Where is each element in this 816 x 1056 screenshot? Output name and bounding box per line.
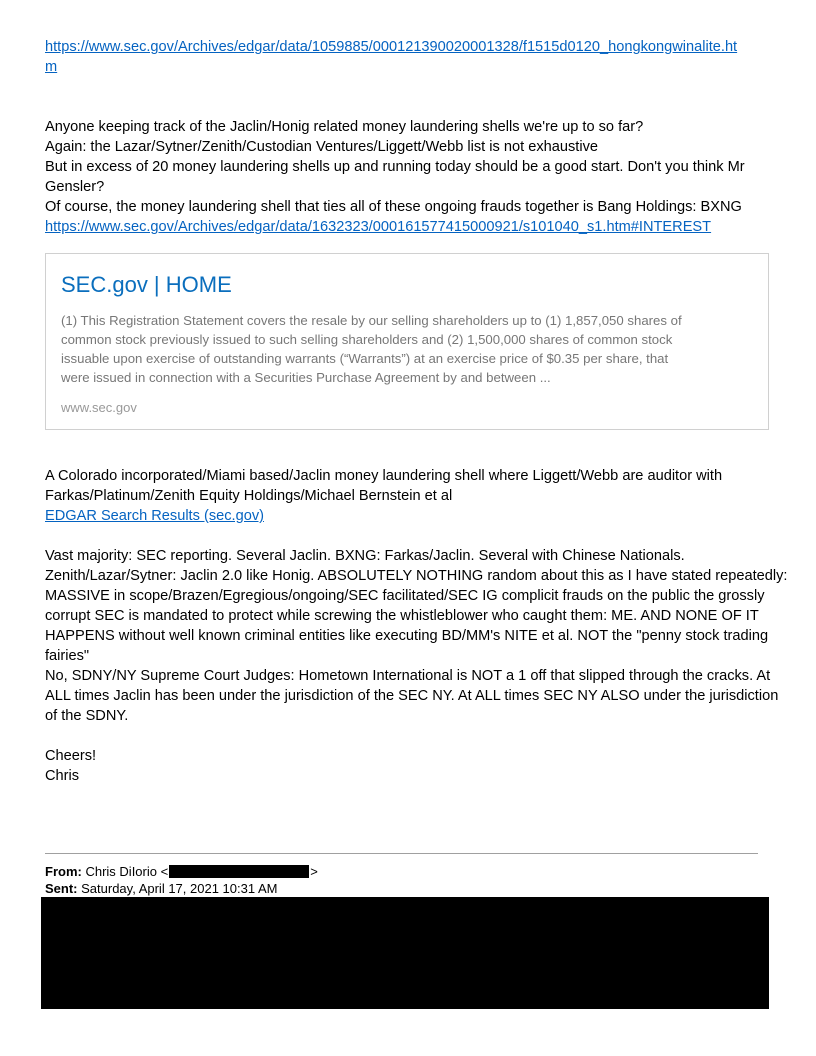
closing-line: Cheers! (45, 748, 97, 764)
description-line: issuable upon exercise of outstanding warrants (“Warrants”) at an exercise price of $0.35 per share, that (61, 351, 669, 366)
from-label: From: (45, 864, 82, 879)
redacted-email (169, 865, 309, 878)
body-line: corrupt SEC is mandated to protect while screwing the whistleblower who caught them: ME. AND NONE OF IT (45, 608, 759, 624)
hongkongwinalite-link-continued[interactable]: m (45, 59, 58, 75)
preview-card-domain: www.sec.gov (61, 400, 137, 415)
bxng-filing-link[interactable]: https://www.sec.gov/Archives/edgar/data/1632323/000161577415000921/s101040_s1.htm#INTEREST (45, 219, 712, 235)
signature-name: Chris (45, 768, 80, 784)
body-line: A Colorado incorporated/Miami based/Jaclin money laundering shell where Liggett/Webb are auditor with (45, 468, 723, 484)
description-line: (1) This Registration Statement covers the resale by our selling shareholders up to (1) 1,857,050 shares of (61, 313, 682, 328)
body-line: But in excess of 20 money laundering shells up and running today should be a good start. Don't you think Mr (45, 159, 745, 175)
body-line: No, SDNY/NY Supreme Court Judges: Hometown International is NOT a 1 off that slipped through the cracks. At (45, 668, 771, 684)
hongkongwinalite-link[interactable]: https://www.sec.gov/Archives/edgar/data/1059885/000121390020001328/f1515d0120_hongkongwinalite.ht (45, 39, 738, 55)
body-line: HAPPENS without well known criminal entities like executing BD/MM's NITE et al. NOT the "penny stock trading (45, 628, 769, 644)
from-value: Chris DiIorio < (85, 864, 169, 879)
body-line: Anyone keeping track of the Jaclin/Honig related money laundering shells we're up to so far? (45, 119, 644, 135)
body-line: Of course, the money laundering shell that ties all of these ongoing frauds together is Bang Holdings: BXNG (45, 199, 742, 215)
description-line: were issued in connection with a Securities Purchase Agreement by and between ... (61, 370, 551, 385)
body-line: Zenith/Lazar/Sytner: Jaclin 2.0 like Honig. ABSOLUTELY NOTHING random about this as I have stated repeatedly: (45, 568, 788, 584)
body-line: Vast majority: SEC reporting. Several Jaclin. BXNG: Farkas/Jaclin. Several with Chinese Nationals. (45, 548, 685, 564)
body-line: Again: the Lazar/Sytner/Zenith/Custodian Ventures/Liggett/Webb list is not exhaustive (45, 139, 598, 155)
body-line: MASSIVE in scope/Brazen/Egregious/ongoing/SEC facilitated/SEC IG complicit frauds on the public the grossly (45, 588, 765, 604)
body-line: fairies" (45, 648, 90, 664)
message-separator (45, 853, 758, 854)
preview-card-title[interactable]: SEC.gov | HOME (61, 272, 232, 297)
body-line: ALL times Jaclin has been under the jurisdiction of the SEC NY. At ALL times SEC NY ALSO under the jurisdiction (45, 688, 779, 704)
body-line: Farkas/Platinum/Zenith Equity Holdings/Michael Bernstein et al (45, 488, 453, 504)
description-line: common stock previously issued to such selling shareholders and (2) 1,500,000 shares of common stock (61, 332, 673, 347)
preview-card-description (61, 311, 741, 387)
body-line: Gensler? (45, 179, 105, 195)
sent-label: Sent: (45, 881, 78, 896)
edgar-search-link[interactable]: EDGAR Search Results (sec.gov) (45, 508, 264, 524)
from-end: > (310, 864, 318, 879)
sent-value: Saturday, April 17, 2021 10:31 AM (81, 881, 278, 896)
from-line (45, 863, 318, 880)
link-preview-card[interactable] (45, 253, 769, 430)
redaction-block (41, 897, 769, 1009)
sent-line (45, 880, 277, 897)
body-line: of the SDNY. (45, 708, 129, 724)
